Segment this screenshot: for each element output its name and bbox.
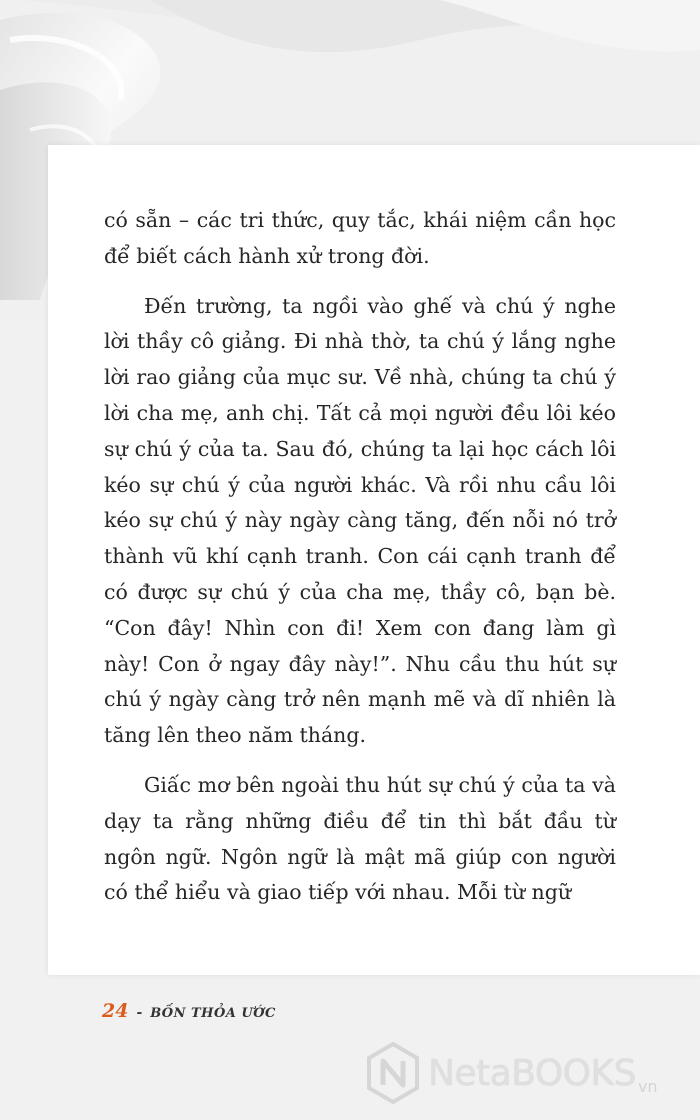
footer-separator: -: [136, 1005, 143, 1021]
watermark-suffix: vn: [637, 1077, 658, 1096]
page-number: 24: [102, 1000, 129, 1022]
netabooks-logo-icon: [366, 1042, 420, 1104]
netabooks-watermark: [366, 1042, 658, 1104]
page-footer: [102, 1000, 276, 1030]
paragraph-2: Đến trường, ta ngồi vào ghế và chú ý nghe lời thầy cô giảng. Đi nhà thờ, ta chú ý lắng nghe lời rao giảng của mục sư. Về nhà, chúng ta chú ý lời cha mẹ, anh chị. Tất cả mọi người đều lôi kéo sự chú ý của ta. Sau đó, chúng ta lại học cách lôi kéo sự chú ý của người khác. Và rồi nhu cầu lôi kéo sự chú ý này ngày càng tăng, đến nỗi nó trở thành vũ khí cạnh tranh. Con cái cạnh tranh để có được sự chú ý của cha mẹ, thầy cô, bạn bè. “Con đây! Nhìn con đi! Xem con đang làm gì này! Con ở ngay đây này!”. Nhu cầu thu hút sự chú ý ngày càng trở nên mạnh mẽ và dĩ nhiên là tăng lên theo năm tháng.: [104, 293, 616, 748]
paragraph-3: Giấc mơ bên ngoài thu hút sự chú ý của ta và dạy ta rằng những điều để tin thì bắt đầu từ ngôn ngữ. Ngôn ngữ là mật mã giúp con người có thể hiểu và giao tiếp với nhau. Mỗi từ ngữ: [104, 772, 616, 905]
running-book-title: BỐN THỎA ƯỚC: [150, 1006, 276, 1021]
paragraph-1: có sẵn – các tri thức, quy tắc, khái niệm cần học để biết cách hành xử trong đời.: [104, 208, 616, 268]
watermark-brand: NetaBOOKS: [428, 1052, 636, 1094]
body-text: [104, 203, 616, 925]
